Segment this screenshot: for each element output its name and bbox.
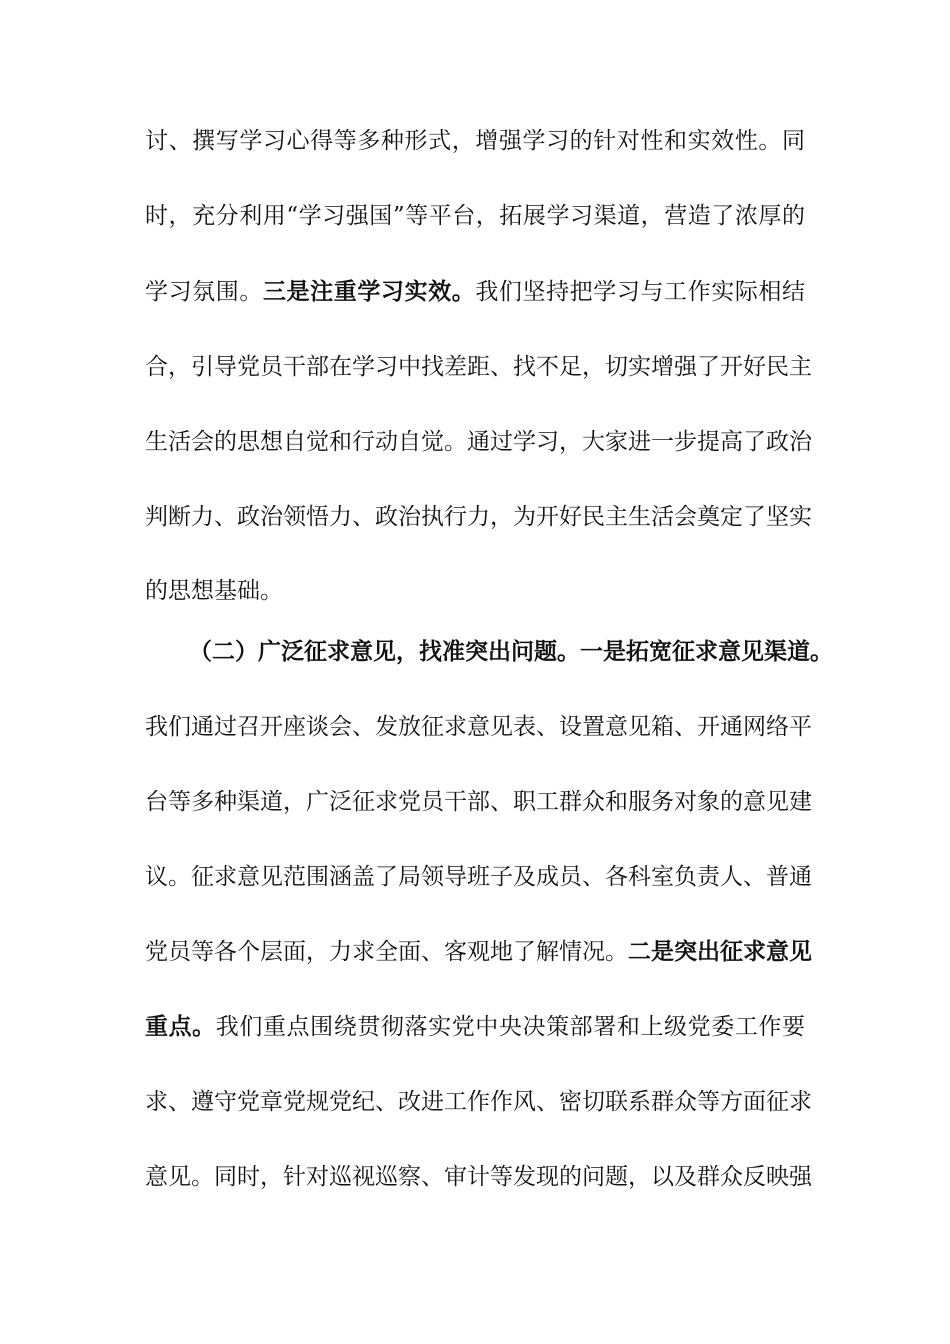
line-1-segment-1: 讨、撰写学习心得等多种形式，增强学习的针对性和实效性。同 — [145, 128, 805, 154]
text-line-3 — [145, 272, 805, 312]
text-line-4 — [145, 347, 812, 387]
text-line-15 — [145, 1157, 812, 1197]
line-3-segment-1: 学习氛围。 — [145, 279, 263, 305]
line-9-segment-1: 我们通过召开座谈会、发放征求意见表、设置意见箱、开通网络平 — [145, 714, 812, 740]
line-11-segment-1: 议。征求意见范围涵盖了局领导班子及成员、各科室负责人、普通 — [145, 864, 812, 890]
section-heading — [189, 632, 833, 672]
line-2-segment-1: 时，充分利用“学习强国”等平台，拓展学习渠道，营造了浓厚的 — [145, 203, 805, 229]
line-13-segment-2: 我们重点围绕贯彻落实党中央决策部署和上级党委工作要 — [215, 1014, 806, 1040]
text-line-5 — [145, 422, 812, 462]
text-line-11 — [145, 857, 812, 897]
text-line-10 — [145, 782, 812, 822]
line-3-segment-3: 我们坚持把学习与工作实际相结 — [475, 279, 806, 305]
text-line-6 — [145, 497, 812, 537]
line-14-segment-1: 求、遵守党章党规党纪、改进工作作风、密切联系群众等方面征求 — [145, 1089, 812, 1115]
line-15-segment-1: 意见。同时，针对巡视巡察、审计等发现的问题，以及群众反映强 — [145, 1164, 812, 1190]
line-4-segment-1: 合，引导党员干部在学习中找差距、找不足，切实增强了开好民主 — [145, 354, 812, 380]
text-line-9 — [145, 707, 812, 747]
text-line-12 — [145, 932, 812, 972]
line-3-bold-heading: 三是注重学习实效。 — [262, 278, 476, 305]
line-12-bold-heading: 二是突出征求意见 — [628, 938, 812, 965]
line-13-bold-heading: 重点。 — [145, 1013, 216, 1040]
section-heading-text: （二）广泛征求意见，找准突出问题。一是拓宽征求意见渠道。 — [189, 638, 833, 665]
text-line-2 — [145, 196, 805, 236]
line-5-segment-1: 生活会的思想自觉和行动自觉。通过学习，大家进一步提高了政治 — [145, 429, 812, 455]
text-line-14 — [145, 1082, 812, 1122]
text-line-7 — [145, 571, 805, 611]
line-6-segment-1: 判断力、政治领悟力、政治执行力，为开好民主生活会奠定了坚实 — [145, 504, 812, 530]
text-line-1 — [145, 121, 805, 161]
line-12-segment-1: 党员等各个层面，力求全面、客观地了解情况。 — [145, 939, 628, 965]
line-10-segment-1: 台等多种渠道，广泛征求党员干部、职工群众和服务对象的意见建 — [145, 789, 812, 815]
line-7-segment-1: 的思想基础。 — [145, 578, 283, 604]
text-line-13 — [145, 1007, 805, 1047]
